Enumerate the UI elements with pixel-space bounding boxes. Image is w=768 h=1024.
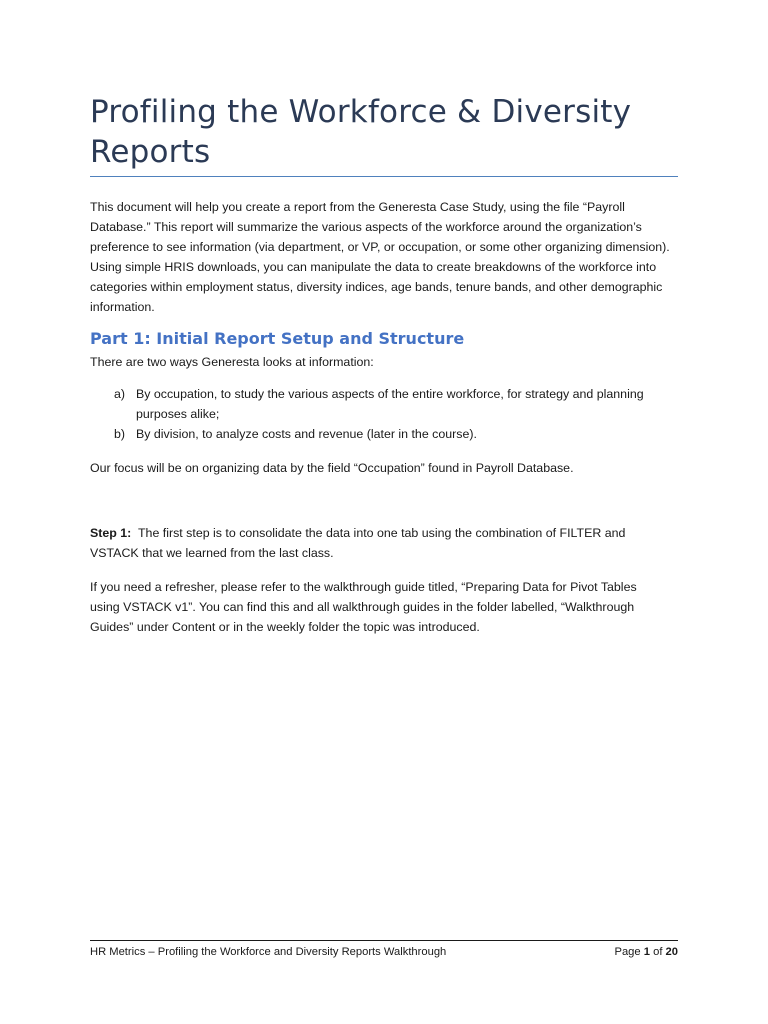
part1-heading: Part 1: Initial Report Setup and Structure (90, 329, 465, 348)
footer-divider (90, 940, 678, 941)
step1-text: The first step is to consolidate the data into one tab using the combination of FILTER and VSTACK that we learned from the last class. (90, 526, 626, 560)
of-word: of (653, 946, 663, 958)
ways-list (90, 384, 678, 444)
page-number (615, 944, 679, 960)
document-title: Profiling the Workforce & Diversity Reports (90, 94, 632, 170)
page-current: 1 (643, 946, 650, 958)
list-marker: b) (114, 427, 126, 441)
step1-paragraph (90, 523, 660, 563)
page-total: 20 (665, 946, 678, 958)
list-marker: a) (114, 387, 126, 401)
title-divider (90, 176, 678, 177)
step1-label: Step 1: (90, 526, 132, 540)
page-word: Page (614, 946, 641, 958)
document-page (90, 0, 678, 1024)
focus-paragraph: Our focus will be on organizing data by the field “Occupation” found in Payroll Database. (90, 461, 574, 475)
intro-paragraph: This document will help you create a report from the Generesta Case Study, using the file “Payroll Database.” This report will summarize the various aspects of the workforce around the organization’s preference to see information (via department, or VP, or occupation, or some other organizing dimension). Using simple HRIS downloads, you can manipulate the data to create breakdowns of the workforce into categories within employment status, diversity indices, age bands, tenure bands, and other demographic information. (90, 200, 670, 314)
list-item-text: By occupation, to study the various aspects of the entire workforce, for strategy and planning purposes alike; (136, 387, 644, 421)
list-item (90, 384, 678, 424)
list-item-text: By division, to analyze costs and revenue (later in the course). (136, 427, 477, 441)
refresher-paragraph: If you need a refresher, please refer to the walkthrough guide titled, “Preparing Data for Pivot Tables using VSTACK v1”. You can find this and all walkthrough guides in the folder labelled, “Walkthrough Guides” under Content or in the weekly folder the topic was introduced. (90, 580, 637, 634)
footer-title: HR Metrics – Profiling the Workforce and Diversity Reports Walkthrough (90, 946, 447, 958)
part1-lead: There are two ways Generesta looks at information: (90, 355, 374, 369)
list-item (90, 424, 678, 444)
